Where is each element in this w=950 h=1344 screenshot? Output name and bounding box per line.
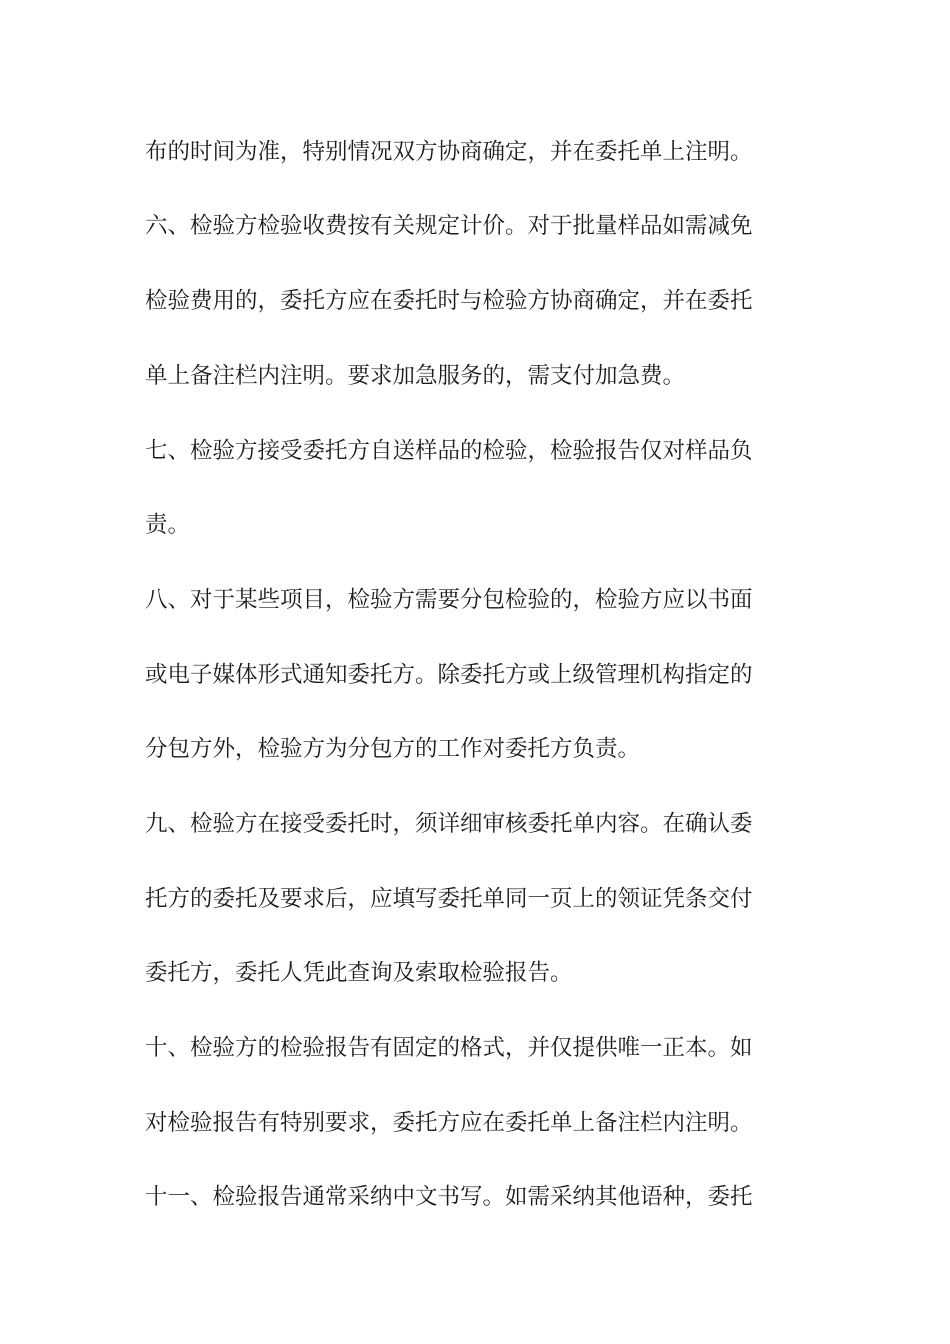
text-line: 十一、检验报告通常采纳中文书写。如需采纳其他语种，委托 xyxy=(145,1184,753,1210)
text-line: 委托方，委托人凭此查询及索取检验报告。 xyxy=(145,960,573,986)
text-line: 检验费用的，委托方应在委托时与检验方协商确定，并在委托 xyxy=(145,288,753,314)
text-line: 六、检验方检验收费按有关规定计价。对于批量样品如需减免 xyxy=(145,213,753,239)
text-line: 分包方外，检验方为分包方的工作对委托方负责。 xyxy=(145,736,641,762)
text-line: 责。 xyxy=(145,512,191,538)
text-line: 十、检验方的检验报告有固定的格式，并仅提供唯一正本。如 xyxy=(145,1035,753,1061)
text-line: 托方的委托及要求后，应填写委托单同一页上的领证凭条交付 xyxy=(145,886,753,912)
text-line: 单上备注栏内注明。要求加急服务的，需支付加急费。 xyxy=(145,363,686,389)
text-line: 或电子媒体形式通知委托方。除委托方或上级管理机构指定的 xyxy=(145,662,753,688)
text-line: 七、检验方接受委托方自送样品的检验，检验报告仅对样品负 xyxy=(145,438,753,464)
text-line: 布的时间为准，特别情况双方协商确定，并在委托单上注明。 xyxy=(145,139,753,165)
text-line: 对检验报告有特别要求，委托方应在委托单上备注栏内注明。 xyxy=(145,1110,753,1136)
text-line: 八、对于某些项目，检验方需要分包检验的，检验方应以书面 xyxy=(145,587,753,613)
text-line: 九、检验方在接受委托时，须详细审核委托单内容。在确认委 xyxy=(145,811,753,837)
